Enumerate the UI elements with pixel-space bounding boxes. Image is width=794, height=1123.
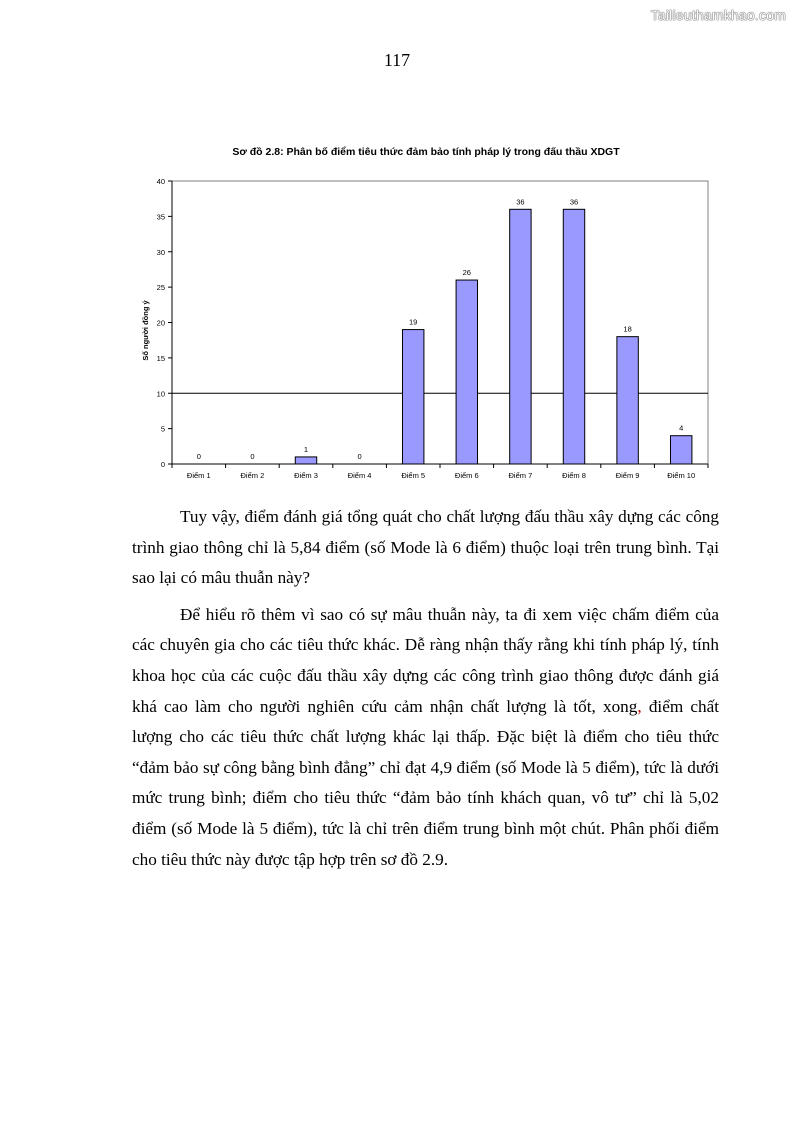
y-tick-label: 30 (156, 247, 165, 257)
x-tick-label: Điểm 10 (667, 471, 696, 480)
x-tick-label: Điểm 5 (401, 471, 426, 480)
data-label: 0 (357, 452, 362, 461)
bar (295, 457, 316, 464)
bar (402, 330, 423, 464)
data-label: 19 (409, 317, 418, 327)
data-label: 36 (516, 197, 525, 207)
x-tick-label: Điểm 6 (454, 471, 479, 480)
data-label: 36 (569, 197, 579, 207)
x-tick-label: Điểm 7 (508, 471, 533, 480)
data-label: 0 (250, 452, 255, 461)
y-tick-label: 15 (156, 353, 165, 363)
paragraph-2-red-comma: , (637, 696, 642, 716)
bar (670, 436, 691, 464)
y-tick-label: 35 (156, 212, 165, 222)
data-label: 26 (462, 268, 471, 278)
y-tick-label: 20 (156, 318, 165, 328)
bar (510, 209, 531, 464)
bar (456, 280, 477, 464)
y-tick-label: 10 (156, 389, 165, 399)
y-axis-label: Số người đồng ý (141, 300, 150, 361)
y-tick-label: 5 (160, 424, 165, 434)
body-text (132, 502, 719, 881)
chart-title: Sơ đồ 2.8: Phân bố điểm tiêu thức đảm bảo tính pháp lý trong đấu thầu XDGT (232, 146, 620, 158)
watermark: Tailieuthamkhao.com (650, 7, 786, 23)
data-label: 0 (196, 452, 201, 461)
x-tick-label: Điểm 8 (562, 471, 586, 480)
paragraph-2-part-2: điểm chất lượng cho các tiêu thức chất lượng khác lại thấp. Đặc biệt là điểm cho tiêu thức “đảm bảo sự công bằng bình đẳng” chỉ đạt 4,9 điểm (số Mode là 5 điểm), tức là dưới mức trung bình; điểm cho tiêu thức “đảm bảo tính khách quan, vô tư” chỉ là 5,02 điểm (số Mode là 5 điểm), tức là chỉ trên điểm trung bình một chút. Phân phối điểm cho tiêu thức này được tập hợp trên sơ đồ 2.9. (132, 696, 719, 869)
page-number: 117 (383, 50, 411, 70)
bar-chart (130, 170, 720, 490)
data-label: 18 (623, 324, 632, 334)
paragraph-1: Tuy vậy, điểm đánh giá tổng quát cho chất lượng đấu thầu xây dựng các công trình giao thông chỉ là 5,84 điểm (số Mode là 6 điểm) thuộc loại trên trung bình. Tại sao lại có mâu thuẫn này? (132, 507, 719, 588)
y-tick-label: 40 (156, 177, 165, 186)
bar (563, 209, 584, 464)
data-label: 1 (303, 444, 309, 454)
x-tick-label: Điểm 3 (294, 471, 318, 480)
bar (617, 337, 638, 464)
y-tick-label: 25 (156, 283, 165, 293)
data-label: 4 (679, 423, 684, 433)
paragraph-2-part-1: Để hiểu rõ thêm vì sao có sự mâu thuẫn này, ta đi xem việc chấm điểm của các chuyên gia cho các tiêu thức khác. Dễ ràng nhận thấy rằng khi tính pháp lý, tính khoa học của các cuộc đấu thầu xây dựng các công trình giao thông được đánh giá khá cao làm cho người nghiên cứu cảm nhận chất lượng là tốt, xong (132, 604, 719, 716)
x-tick-label: Điểm 4 (347, 471, 372, 480)
x-tick-label: Điểm 9 (615, 471, 640, 480)
y-tick-label: 0 (160, 460, 165, 469)
x-tick-label: Điểm 2 (240, 471, 265, 480)
x-tick-label: Điểm 1 (186, 471, 211, 480)
paragraph-2 (132, 600, 719, 875)
